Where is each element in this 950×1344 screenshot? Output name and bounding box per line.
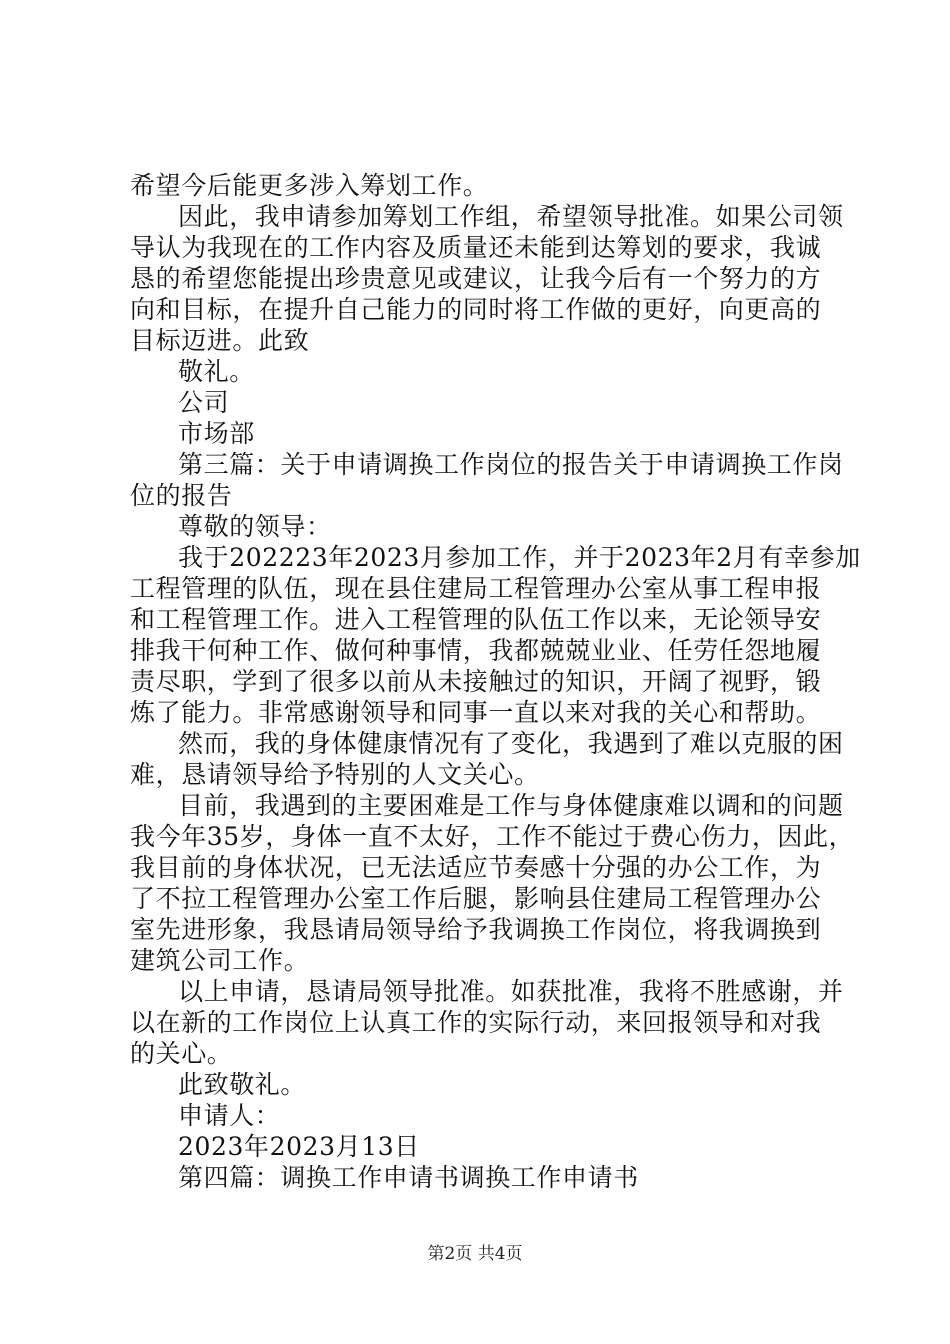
text-line: 工程管理的队伍，现在县住建局工程管理办公室从事工程申报 — [130, 574, 822, 603]
text-line: 以在新的工作岗位上认真工作的实际行动，来回报领导和对我 — [130, 1008, 822, 1037]
text-line: 市场部 — [178, 419, 255, 448]
text-line: 申请人： — [178, 1101, 281, 1130]
text-line: 2023年2023月13日 — [178, 1132, 420, 1161]
text-line: 敬礼。 — [178, 357, 255, 386]
text-line: 的关心。 — [130, 1039, 233, 1068]
text-line: 和工程管理工作。进入工程管理的队伍工作以来，无论领导安 — [130, 605, 822, 634]
text-line: 因此，我申请参加筹划工作组，希望领导批准。如果公司领 — [178, 202, 844, 231]
page-number-footer: 第2页 共4页 — [427, 1244, 523, 1264]
text-line: 炼了能力。非常感谢领导和同事一直以来对我的关心和帮助。 — [130, 698, 822, 727]
text-line: 难，恳请领导给予特别的人文关心。 — [130, 760, 540, 789]
text-line: 位的报告 — [130, 481, 233, 510]
text-line: 了不拉工程管理办公室工作后腿，影响县住建局工程管理办公 — [130, 884, 822, 913]
text-line: 目前，我遇到的主要困难是工作与身体健康难以调和的问题 — [178, 791, 844, 820]
text-line: 目标迈进。此致 — [130, 326, 310, 355]
text-line: 我目前的身体状况，已无法适应节奏感十分强的办公工作，为 — [130, 853, 822, 882]
text-line: 我于202223年2023月参加工作，并于2023年2月有幸参加 — [178, 543, 861, 572]
text-line: 第四篇：调换工作申请书调换工作申请书 — [178, 1163, 639, 1192]
text-line: 希望今后能更多涉入筹划工作。 — [130, 171, 489, 200]
document-body — [130, 170, 861, 1193]
text-line: 此致敬礼。 — [178, 1070, 307, 1099]
text-line: 恳的希望您能提出珍贵意见或建议，让我今后有一个努力的方 — [130, 264, 822, 293]
text-line: 排我干何种工作、做何种事情，我都兢兢业业、任劳任怨地履 — [130, 636, 822, 665]
text-line: 公司 — [178, 388, 230, 417]
text-line: 我今年35岁，身体一直不太好，工作不能过于费心伤力，因此， — [130, 822, 855, 851]
text-line: 尊敬的领导： — [178, 512, 332, 541]
text-line: 建筑公司工作。 — [130, 946, 310, 975]
text-line: 第三篇：关于申请调换工作岗位的报告关于申请调换工作岗 — [178, 450, 844, 479]
text-line: 以上申请，恳请局领导批准。如获批准，我将不胜感谢，并 — [178, 977, 844, 1006]
text-line: 然而，我的身体健康情况有了变化，我遇到了难以克服的困 — [178, 729, 844, 758]
text-line: 室先进形象，我恳请局领导给予我调换工作岗位，将我调换到 — [130, 915, 822, 944]
text-line: 导认为我现在的工作内容及质量还未能到达筹划的要求，我诚 — [130, 233, 822, 262]
text-line: 责尽职，学到了很多以前从未接触过的知识，开阔了视野，锻 — [130, 667, 822, 696]
text-line: 向和目标，在提升自己能力的同时将工作做的更好，向更高的 — [130, 295, 822, 324]
